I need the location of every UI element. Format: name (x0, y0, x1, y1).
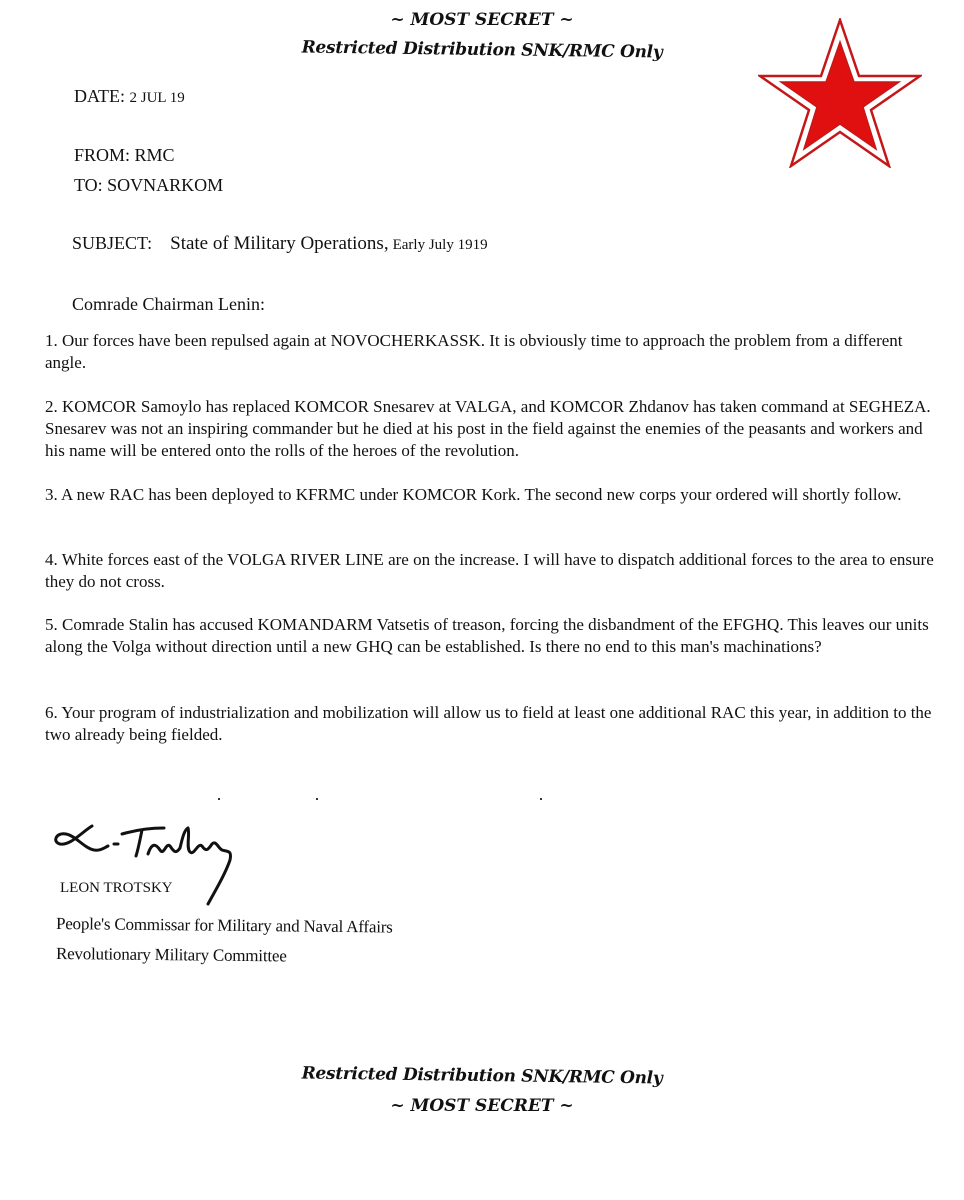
signatory-title: People's Commissar for Military and Naval Affairs (55, 914, 393, 937)
top-classification: ~ MOST SECRET ~ (390, 10, 574, 30)
subject-line (72, 233, 488, 255)
paragraph-6: 6. Your program of industrialization and mobilization will allow us to field at least one additional RAC this year, in addition to the two already being fielded. (45, 703, 932, 744)
date-value: 2 JUL 19 (129, 90, 185, 106)
to-value: SOVNARKOM (107, 175, 224, 195)
paragraph-1: 1. Our forces have been repulsed again at NOVOCHERKASSK. It is obviously time to approach the problem from a different angle. (45, 331, 903, 372)
scan-mark (540, 798, 542, 800)
paragraph-4: 4. White forces east of the VOLGA RIVER LINE are on the increase. I will have to dispatch additional forces to the area to ensure they do not cross. (45, 550, 934, 591)
scan-mark (316, 798, 318, 800)
red-star-icon (758, 18, 922, 168)
date-label: DATE: (74, 86, 125, 106)
paragraph-2: 2. KOMCOR Samoylo has replaced KOMCOR Snesarev at VALGA, and KOMCOR Zhdanov has taken command at SEGHEZA. Snesarev was not an inspiring commander but he died at his post in the field against the enemies of the peasants and workers and his name will be entered onto the rolls of the heroes of the revolution. (45, 397, 931, 460)
paragraph-5: 5. Comrade Stalin has accused KOMANDARM Vatsetis of treason, forcing the disbandment of the EFGHQ. This leaves our units along the Volga without direction until a new GHQ can be established. Is there no end to this man's machinations? (45, 615, 929, 656)
signatory-organization: Revolutionary Military Committee (55, 944, 287, 966)
paragraph-3: 3. A new RAC has been deployed to KFRMC under KOMCOR Kork. The second new corps your ordered will shortly follow. (45, 485, 902, 504)
date-line (74, 86, 185, 107)
subject-suffix: Early July 1919 (392, 237, 488, 253)
signatory-name: LEON TROTSKY (60, 880, 173, 896)
from-value: RMC (134, 145, 175, 165)
top-distribution-notice: Restricted Distribution SNK/RMC Only (301, 37, 663, 63)
bottom-classification: ~ MOST SECRET ~ (390, 1096, 574, 1116)
from-line (74, 145, 175, 166)
to-label: TO: (74, 175, 103, 195)
from-label: FROM: (74, 145, 131, 165)
scan-mark (218, 798, 220, 800)
subject-value: State of Military Operations, (170, 233, 389, 254)
bottom-distribution-notice: Restricted Distribution SNK/RMC Only (301, 1063, 663, 1089)
salutation: Comrade Chairman Lenin: (72, 294, 265, 314)
subject-label: SUBJECT: (72, 233, 153, 253)
to-line (74, 175, 223, 196)
